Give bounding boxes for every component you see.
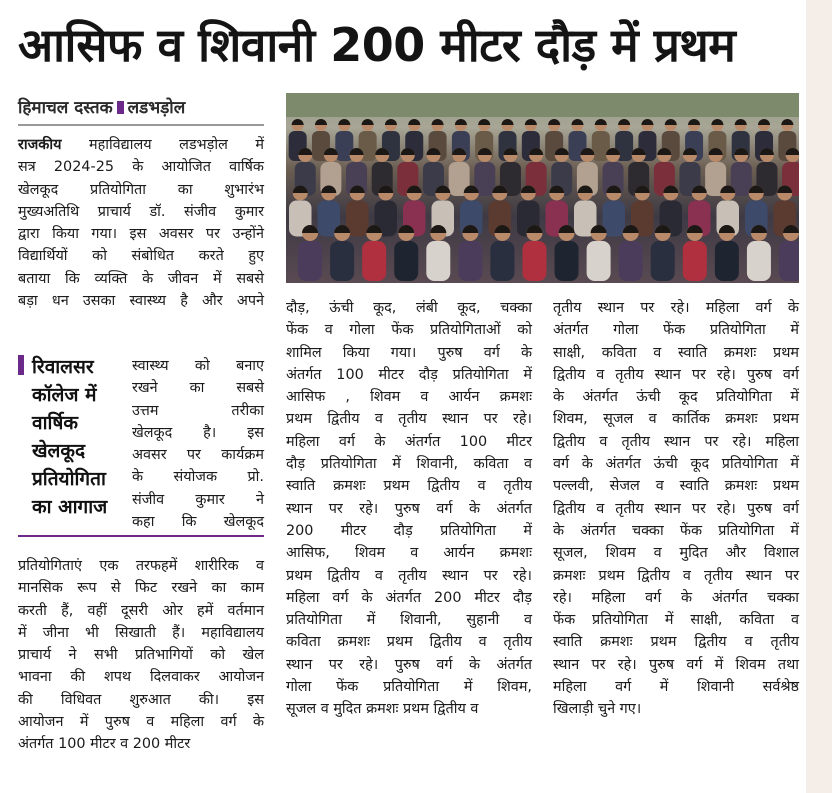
text-line (18, 223, 264, 245)
text-line-content: फेंक व गोला फेंक प्रतियोगिताओं को (286, 322, 532, 339)
text-line (286, 342, 532, 364)
text-line (553, 609, 799, 631)
byline-divider (18, 124, 264, 126)
text-line (553, 408, 799, 430)
text-line (286, 565, 532, 587)
text-line (553, 498, 799, 520)
text-line (18, 666, 264, 688)
text-line-content: सूजल व मुदित क्रमशः प्रथम द्वितीय व (286, 701, 479, 718)
text-line (286, 475, 532, 497)
text-line-content: महिला वर्ग के अंतर्गत 200 मीटर दौड़ (286, 589, 532, 606)
sidebar-title: रिवालसर कॉलेज में वार्षिक खेलकूद प्रतियोगिता का आगाज (32, 356, 108, 518)
text-line-content: शामिल किया गया। पुरुष वर्ग के (286, 344, 532, 361)
text-line-content: मानसिक रूप से फिट रखने का काम (18, 580, 264, 597)
group-photo-people (286, 93, 799, 283)
text-line (286, 609, 532, 631)
text-line (553, 453, 799, 475)
text-line (286, 386, 532, 408)
text-line (553, 431, 799, 453)
text-line (132, 422, 264, 444)
text-line (132, 400, 264, 422)
text-line-content: सत्र 2024-25 के आयोजित वार्षिक (18, 159, 264, 176)
text-line-content: प्रतियोगिताएं एक तरफहमें शारीरिक व (18, 558, 264, 574)
text-line-content: खिलाड़ी चुने गए। (553, 701, 642, 718)
text-line-content: स्थान पर रहे। पुरुष वर्ग के अंतर्गत (286, 500, 532, 517)
text-line-content: फेंक प्रतियोगिता में साक्षी, कविता व (553, 612, 799, 629)
text-line (132, 511, 264, 533)
text-line (553, 297, 799, 319)
sidebar-divider (18, 535, 264, 537)
text-line-content: स्थान पर रहे। पुरुष वर्ग के अंतर्गत (286, 656, 532, 673)
byline-separator-icon (117, 101, 124, 114)
text-line (18, 689, 264, 711)
text-line-content: खेलकूद प्रतियोगिता का शुभारंभ (18, 181, 264, 198)
text-line-content: रहे। महिला वर्ग के अंतर्गत चक्का (553, 589, 799, 606)
text-line (286, 431, 532, 453)
text-line-content: आयोजन में पुरुष व महिला वर्ग के (18, 714, 264, 731)
text-line-content: के अंतर्गत चक्का फेंक प्रतियोगिता में (553, 522, 799, 539)
text-line-content: महिला वर्ग के अंतर्गत 100 मीटर (286, 433, 532, 450)
text-line-content: विद्यार्थियों को संबोधित करते हुए (18, 248, 264, 265)
text-line (132, 377, 264, 399)
text-line-content: दौड़, ऊंची कूद, लंबी कूद, चक्का (286, 300, 532, 316)
text-line (18, 600, 264, 622)
text-line-content: संजीव कुमार ने (132, 491, 264, 508)
text-line-content: के अंतर्गत ऊंची कूद प्रतियोगिता में (553, 389, 799, 406)
sidebar-callout (18, 353, 122, 525)
text-line (553, 676, 799, 698)
text-line (18, 156, 264, 178)
text-line (18, 622, 264, 644)
text-line-content: स्थान पर रहे। पुरुष वर्ग में शिवम तथा (553, 656, 799, 673)
text-line (18, 245, 264, 267)
text-line-content: शिवम, सूजल व कार्तिक क्रमशः प्रथम (553, 411, 799, 428)
text-line (286, 542, 532, 564)
text-line-content: खेलकूद है। इस (132, 424, 264, 441)
text-line-content: के संयोजक प्रो. (132, 469, 264, 486)
text-line-content: साक्षी, कविता व स्वाति क्रमशः प्रथम (553, 344, 799, 361)
publication-name: हिमाचल दस्तक (18, 98, 113, 118)
column-1-top (18, 134, 264, 312)
text-line (18, 711, 264, 733)
text-line (18, 577, 264, 599)
text-line (553, 364, 799, 386)
text-line (553, 342, 799, 364)
text-line (18, 555, 264, 577)
text-line-content: द्वारा किया गया। इस अवसर पर उन्होंने (18, 226, 264, 243)
text-line-content: सूजल, शिवम व मुदित और विशाल (553, 545, 799, 562)
text-line-content: बड़ा धन उसका स्वास्थ्य है और अपने (18, 293, 264, 310)
text-line (18, 179, 264, 201)
text-line (18, 290, 264, 312)
text-line-content: आसिफ , शिवम व आर्यन क्रमशः (286, 389, 532, 406)
text-line (18, 268, 264, 290)
text-line-content: क्रमशः प्रथम द्वितीय व तृतीय स्थान पर (553, 567, 799, 584)
lead-word: राजकीय (18, 137, 62, 153)
text-line-content: बताया कि व्यक्ति के जीवन में सबसे (18, 270, 264, 287)
text-line-content: प्राचार्य ने सभी प्रतिभागियों को खेल (18, 647, 264, 664)
text-line-content: स्वाति क्रमशः प्रथम द्वितीय व तृतीय (553, 634, 799, 651)
text-line (18, 733, 264, 755)
headline: आसिफ व शिवानी 200 मीटर दौड़ में प्रथम (18, 18, 736, 72)
text-line (18, 201, 264, 223)
text-line (286, 453, 532, 475)
text-line-content: अंतर्गत 100 मीटर दौड़ प्रतियोगिता में (286, 366, 532, 383)
text-line (132, 444, 264, 466)
page-margin-strip (806, 0, 832, 793)
text-line (553, 654, 799, 676)
text-line-content: प्रतियोगिता में शिवानी, सुहानी व (286, 612, 532, 629)
text-line-content: कहा कि खेलकूद (132, 514, 264, 531)
text-line (286, 520, 532, 542)
column-1-wrap (132, 355, 264, 533)
text-line-content: उत्तम तरीका (132, 402, 264, 419)
text-line (286, 408, 532, 430)
text-line-content: महिला वर्ग में शिवानी सर्वश्रेष्ठ (553, 679, 799, 696)
text-line-content: स्वास्थ्य को बनाए (132, 358, 264, 374)
text-line-content: महाविद्यालय लडभड़ोल में (88, 137, 264, 153)
text-line-content: द्वितीय व तृतीय स्थान पर रहे। महिला (553, 433, 799, 450)
text-line-content: अंतर्गत 100 मीटर व 200 मीटर (18, 736, 191, 753)
photo-background-trees (286, 93, 799, 117)
byline (18, 95, 264, 121)
text-line (286, 364, 532, 386)
text-line-content: कविता क्रमशः प्रथम द्वितीय व तृतीय (286, 634, 532, 651)
text-line (286, 587, 532, 609)
text-line-content: द्वितीय व तृतीय स्थान पर रहे। पुरुष वर्ग (553, 500, 799, 517)
text-line-content: करती हैं, वहीं दूसरी ओर हमें वर्तमान (18, 602, 264, 619)
text-line-content: गोला फेंक प्रतियोगिता में शिवम, (286, 679, 532, 696)
text-line-content: स्वाति क्रमशः प्रथम द्वितीय व तृतीय (286, 478, 532, 495)
text-line-content: की विधिवत शुरुआत की। इस (18, 691, 264, 708)
text-line (132, 355, 264, 377)
column-2 (286, 297, 532, 721)
text-line-content: मुख्यअतिथि प्राचार्य डॉ. संजीव कुमार (18, 203, 264, 220)
text-line-content: तृतीय स्थान पर रहे। महिला वर्ग के (553, 300, 799, 316)
text-line (286, 297, 532, 319)
text-line (286, 654, 532, 676)
group-photo (286, 93, 799, 283)
text-line (553, 565, 799, 587)
text-line-content: अंतर्गत गोला फेंक प्रतियोगिता में (553, 322, 799, 339)
text-line (553, 542, 799, 564)
text-line (553, 319, 799, 341)
text-line-content: पल्लवी, सेजल व स्वाति क्रमशः प्रथम (553, 478, 799, 495)
dateline-place: लडभड़ोल (127, 98, 186, 118)
text-line (553, 631, 799, 653)
column-1-bottom (18, 555, 264, 756)
text-line-content: भावना की शपथ दिलवाकर आयोजन (18, 669, 264, 686)
text-line (286, 319, 532, 341)
text-line (18, 644, 264, 666)
text-line (553, 698, 799, 720)
text-line-content: अवसर पर कार्यक्रम (132, 447, 264, 464)
text-line (286, 676, 532, 698)
text-line-content: द्वितीय व तृतीय स्थान पर रहे। पुरुष वर्ग (553, 366, 799, 383)
text-line-content: प्रथम द्वितीय व तृतीय स्थान पर रहे। (286, 411, 532, 428)
text-line (553, 475, 799, 497)
text-line (132, 466, 264, 488)
text-line-content: आसिफ, शिवम व आर्यन क्रमशः (286, 545, 532, 562)
column-3 (553, 297, 799, 721)
text-line-content: 200 मीटर दौड़ प्रतियोगिता में (286, 522, 532, 539)
text-line-content: में जीना भी सिखाती हैं। महाविद्यालय (18, 624, 264, 641)
text-line-content: प्रथम द्वितीय व तृतीय स्थान पर रहे। (286, 567, 532, 584)
text-line (286, 698, 532, 720)
text-line-content: वर्ग के अंतर्गत ऊंची कूद प्रतियोगिता में (553, 456, 799, 473)
text-line (18, 134, 264, 156)
text-line (553, 520, 799, 542)
text-line-content: दौड़ प्रतियोगिता में शिवानी, कविता व (286, 456, 532, 473)
text-line (132, 489, 264, 511)
text-line (553, 386, 799, 408)
text-line (286, 631, 532, 653)
text-line-content: रखने का सबसे (132, 380, 264, 397)
text-line (553, 587, 799, 609)
text-line (286, 498, 532, 520)
